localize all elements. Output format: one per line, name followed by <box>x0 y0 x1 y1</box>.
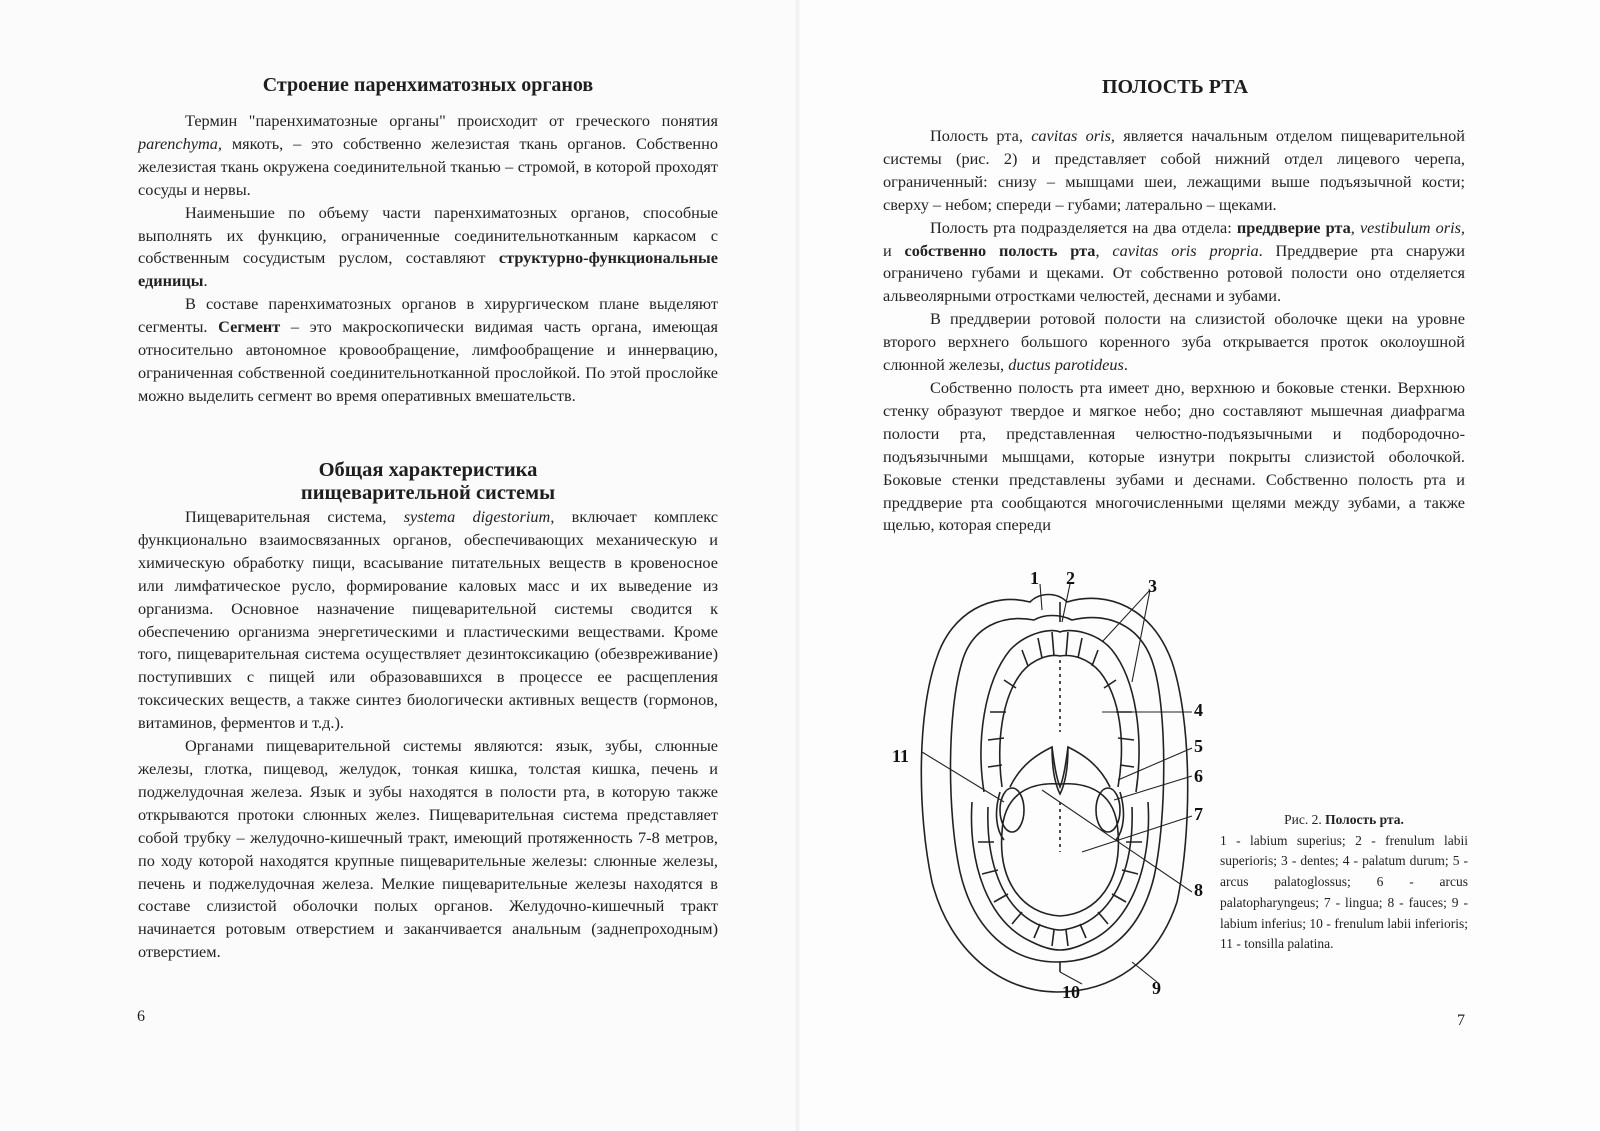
text-run: Пищеварительная система, <box>185 507 404 526</box>
bold-term: структурно-функциональные единицы <box>138 248 718 291</box>
text-run: . Преддверие рта снаружи ограничено губами и щеками. От собственно ротовой полости оно отделяется альвеолярными отростками челюстей, деснами и зубами. <box>883 240 1465 306</box>
caption-body: 1 - labium superius; 2 - frenulum labii superioris; 3 - dentes; 4 - palatum durum; 5 - arcus palatoglossus; 6 - arcus palatopharyngeus; 7 - lingua; 8 - fauces; 9 - labium inferius; 10 - frenulum labii inferioris; 11 - tonsilla palatina. <box>1220 832 1468 952</box>
paragraph-cavitas-oris <box>883 125 1465 217</box>
italic-term: systema digestorium <box>403 507 551 526</box>
italic-term: cavitas oris propria <box>1112 240 1259 260</box>
bold-term: собственно полость рта <box>904 240 1096 260</box>
paragraph-oral-divisions <box>883 217 1465 309</box>
text-run: Термин "паренхиматозные органы" происходит от греческого понятия <box>185 111 718 130</box>
text-run: . <box>1123 355 1128 375</box>
text-run: Наименьшие по объему части паренхиматозных органов, способные выполнять их функцию, ограниченные соединительнотканным каркасом с собственным сосудистым руслом, составляют <box>138 202 718 268</box>
text-run: , <box>1350 217 1360 237</box>
heading-line-1: Общая характеристика <box>318 459 538 481</box>
figure-label-1: 1 <box>1030 568 1039 588</box>
figure-label-10: 10 <box>1062 982 1080 1002</box>
italic-term: parenchyma, <box>138 133 222 153</box>
paragraph-parenchyma-term <box>138 110 718 202</box>
page-number-right: 7 <box>1457 1012 1465 1029</box>
heading-digestive-system <box>138 459 718 505</box>
text-run: . <box>203 271 208 291</box>
text-run: , включает комплекс функционально взаимосвязанных органов, обеспечивающих механическую и химическую обработку пищи, всасывание питательных веществ в кровеносное или лимфатическое русло, формирование каловых масс и их выведение из организма. Основное назначение пищеварительной системы сводится к обеспечению организма энергетическими и пластическими веществами. Кроме того, пищеварительная система осуществляет дезинтоксикацию (обезвреживание) поступивших с пищей или образовавшихся в процессе ее расщепления токсических веществ, а также синтез биологически активных веществ (гормонов, витаминов, ферментов и т.д.). <box>138 507 718 733</box>
soft-palate <box>1010 747 1110 787</box>
text-run: Полость рта подразделяется на два отдела: <box>930 217 1237 237</box>
right-page <box>800 0 1600 1131</box>
italic-term: vestibulum oris, <box>1359 217 1465 237</box>
paragraph-segments <box>138 293 718 408</box>
right-tonsil <box>1096 788 1120 832</box>
caption-prefix: Рис. 2. <box>1284 812 1322 827</box>
bold-term: Сегмент <box>218 317 281 337</box>
heading-oral-cavity: ПОЛОСТЬ РТА <box>1101 76 1249 98</box>
paragraph-oral-cavity-proper: Собственно полость рта имеет дно, верхнюю и боковые стенки. Верхнюю стенку образуют твердое и мягкое небо; дно составляют мышечная диафрагма полости рта, представленная челюстно-подъязычными и подбородочно-подъязычными мышцами, которые изнутри покрыты слизистой оболочкой. Боковые стенки представлены зубами и деснами. Собственно полость рта и преддверие рта сообщаются многочисленными щелями между зубами, а также щелью, которая спереди <box>883 377 1465 535</box>
figure-label-7: 7 <box>1194 804 1203 824</box>
text-run: В преддверии ротовой полости на слизистой оболочке щеки на уровне второго верхнего большого коренного зуба открывается проток околоушной слюнной железы, <box>883 309 1465 375</box>
italic-term: ductus parotideus <box>1008 355 1124 375</box>
italic-term: cavitas oris <box>1031 126 1111 145</box>
paragraph-vestibule <box>883 308 1465 377</box>
page-number-left: 6 <box>137 1008 145 1025</box>
figure-label-2: 2 <box>1066 568 1075 588</box>
heading-parenchymal-organs: Строение паренхиматозных органов <box>262 74 594 96</box>
left-text-block-1 <box>138 110 718 408</box>
paragraph-digestive-overview <box>138 506 718 735</box>
oral-cavity-diagram <box>892 562 1222 1002</box>
paragraph-functional-units <box>138 202 718 294</box>
paragraph-digestive-organs: Органами пищеварительной системы являются: язык, зубы, слюнные железы, глотка, пищевод, желудок, тонкая кишка, толстая кишка, печень и поджелудочная железа. Язык и зубы находятся в полости рта, в которую также открываются протоки слюнных желез. Пищеварительная система представляет собой трубку – желудочно-кишечный тракт, имеющий протяженность 7-8 метров, по ходу которой находятся крупные пищеварительные железы: слюнные железы, печень и поджелудочная железа. Мелкие пищеварительные железы находятся в составе слизистой оболочки полых органов. Желудочно-кишечный тракт начинается ротовым отверстием и заканчивается анальным (заднепроходным) отверстием. <box>138 736 718 962</box>
figure-label-11: 11 <box>892 746 910 766</box>
text-run: мякоть, – это собственно железистая ткань органов. Собственно железистая ткань окружена соединительной тканью – стромой, в которой проходят сосуды и нервы. <box>138 133 718 199</box>
text-run: , является начальным отделом пищеварительной системы (рис. 2) и представляет собой нижний отдел лицевого черепа, ограниченный: снизу – мышцами шеи, лежащими выше подъязычной кости; сверху – небом; спереди – губами; латерально – щеками. <box>883 126 1465 214</box>
text-run: – это макроскопически видимая часть органа, имеющая относительно автономное кровообращение, лимфообращение и иннервацию, ограниченная собственной соединительнотканной прослойкой. По этой прослойке можно выделить сегмент во время оперативных вмешательств. <box>138 317 718 405</box>
left-tonsil <box>1000 788 1024 832</box>
figure-label-4: 4 <box>1194 700 1203 720</box>
text-run: Полость рта, <box>930 126 1032 145</box>
caption-title-bold: Полость рта. <box>1325 812 1404 827</box>
figure-caption <box>1220 810 1468 955</box>
text-run: В составе паренхиматозных органов в хирургическом плане выделяют сегменты. <box>138 294 718 337</box>
left-text-block-2 <box>138 506 718 964</box>
figure-label-3: 3 <box>1148 576 1157 596</box>
text-run: и <box>883 240 905 260</box>
oral-cavity-figure <box>892 562 1222 1002</box>
figure-label-5: 5 <box>1194 736 1203 756</box>
text-run: , <box>1095 240 1113 260</box>
bold-term: преддверие рта <box>1236 217 1351 237</box>
right-text-block <box>883 125 1465 537</box>
caption-title <box>1220 810 1468 831</box>
heading-line-2: пищеварительной системы <box>300 482 556 504</box>
figure-label-9: 9 <box>1152 978 1161 998</box>
figure-label-6: 6 <box>1194 766 1203 786</box>
figure-label-8: 8 <box>1194 880 1203 900</box>
